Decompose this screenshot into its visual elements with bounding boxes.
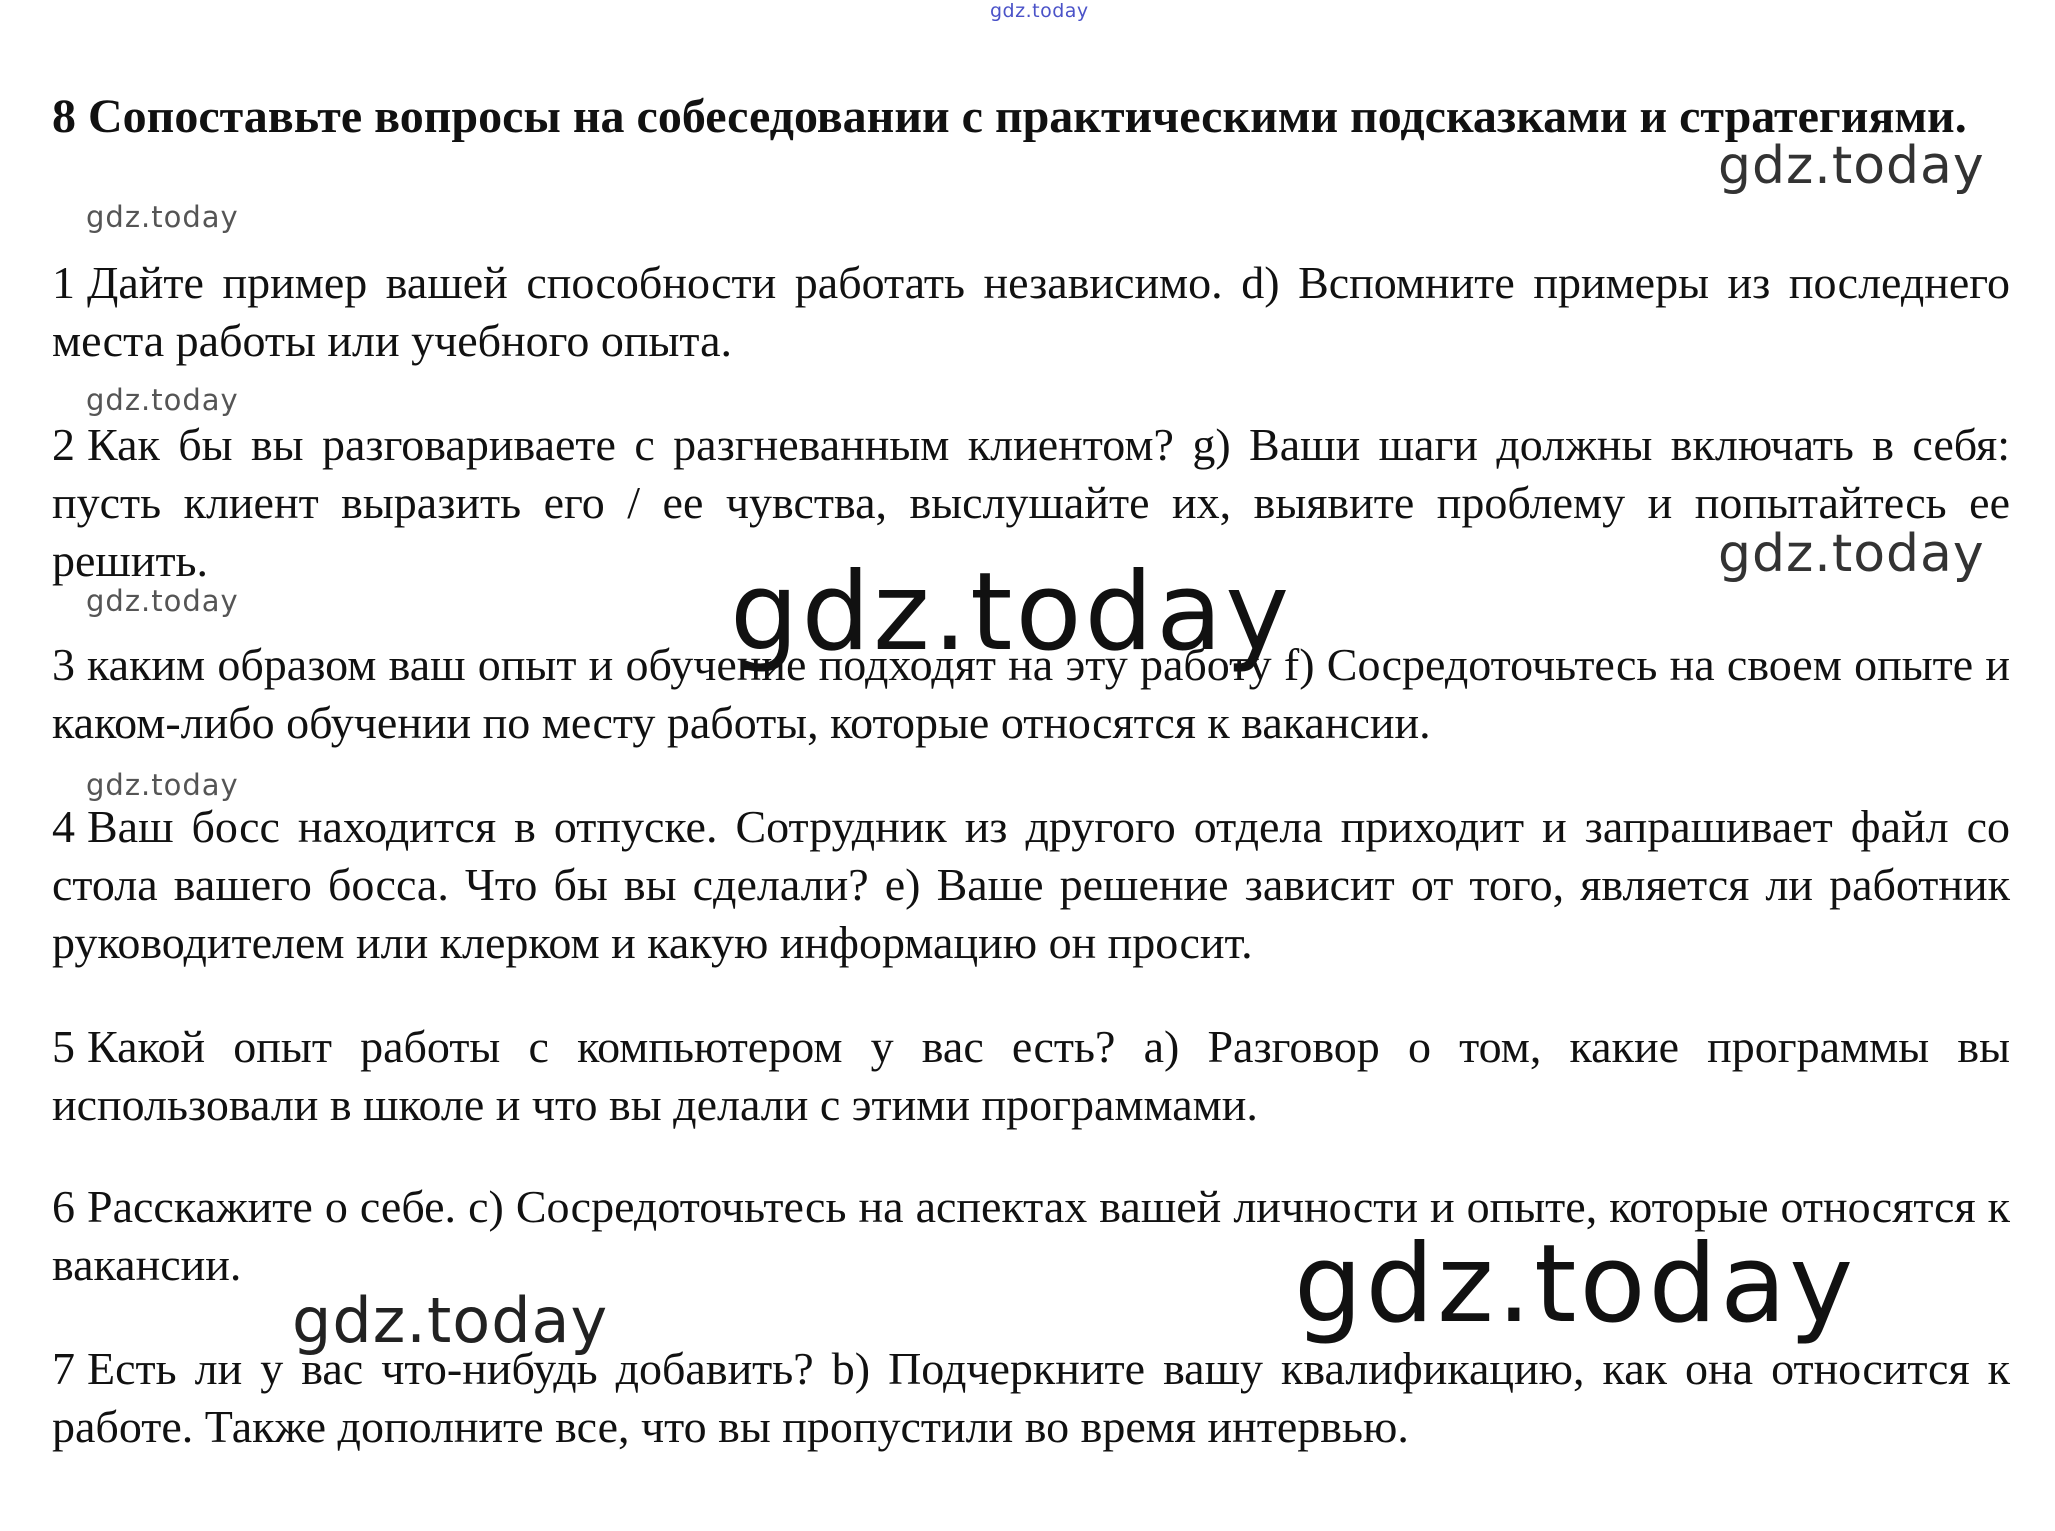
item-number: 4 xyxy=(52,801,75,852)
list-item-5 xyxy=(52,1018,2010,1134)
watermark: gdz.today xyxy=(86,768,239,802)
watermark: gdz.today xyxy=(86,200,239,234)
item-number: 5 xyxy=(52,1021,75,1072)
list-item-1 xyxy=(52,254,2010,370)
item-text: Какой опыт работы с компьютером у вас есть? a) Разговор о том, какие программы вы использовали в школе и что вы делали с этими программами. xyxy=(52,1021,2010,1130)
task-heading xyxy=(52,88,2010,146)
item-text: Как бы вы разговариваете с разгневанным клиентом? g) Ваши шаги должны включать в себя: пусть клиент выразить его / ее чувства, выслушайте их, выявите проблему и попытайтесь ее решить. xyxy=(52,419,2010,586)
item-text: Есть ли у вас что-нибудь добавить? b) Подчеркните вашу квалификацию, как она относится к работе. Также дополните все, что вы пропустили во время интервью. xyxy=(52,1343,2010,1452)
task-number: 8 xyxy=(52,90,76,143)
task-title: Сопоставьте вопросы на собеседовании с практическими подсказками и стратегиями. xyxy=(88,90,1967,143)
watermark: gdz.today xyxy=(1718,524,1985,584)
list-item-4 xyxy=(52,798,2010,972)
list-item-7 xyxy=(52,1340,2010,1456)
item-number: 1 xyxy=(52,257,75,308)
watermark: gdz.today xyxy=(292,1284,609,1357)
watermark: gdz.today xyxy=(1294,1222,1857,1347)
watermark: gdz.today xyxy=(730,550,1293,675)
item-text: каким образом ваш опыт и обучение подходят на эту работу f) Сосредоточьтесь на своем опыте и каком-либо обучении по месту работы, которые относятся к вакансии. xyxy=(52,639,2010,748)
item-number: 7 xyxy=(52,1343,75,1394)
item-text: Дайте пример вашей способности работать независимо. d) Вспомните примеры из последнего места работы или учебного опыта. xyxy=(52,257,2010,366)
item-number: 2 xyxy=(52,419,75,470)
item-text: Ваш босс находится в отпуске. Сотрудник из другого отдела приходит и запрашивает файл со стола вашего босса. Что бы вы сделали? e) Ваше решение зависит от того, является ли работник руководителем или клерком и какую информацию он просит. xyxy=(52,801,2010,968)
watermark: gdz.today xyxy=(86,584,239,618)
item-number: 6 xyxy=(52,1181,75,1232)
item-number: 3 xyxy=(52,639,75,690)
item-text: Расскажите о себе. c) Сосредоточьтесь на аспектах вашей личности и опыте, которые относятся к вакансии. xyxy=(52,1181,2010,1290)
watermark: gdz.today xyxy=(86,383,239,417)
top-watermark: gdz.today xyxy=(990,0,1089,22)
watermark: gdz.today xyxy=(1718,136,1985,196)
